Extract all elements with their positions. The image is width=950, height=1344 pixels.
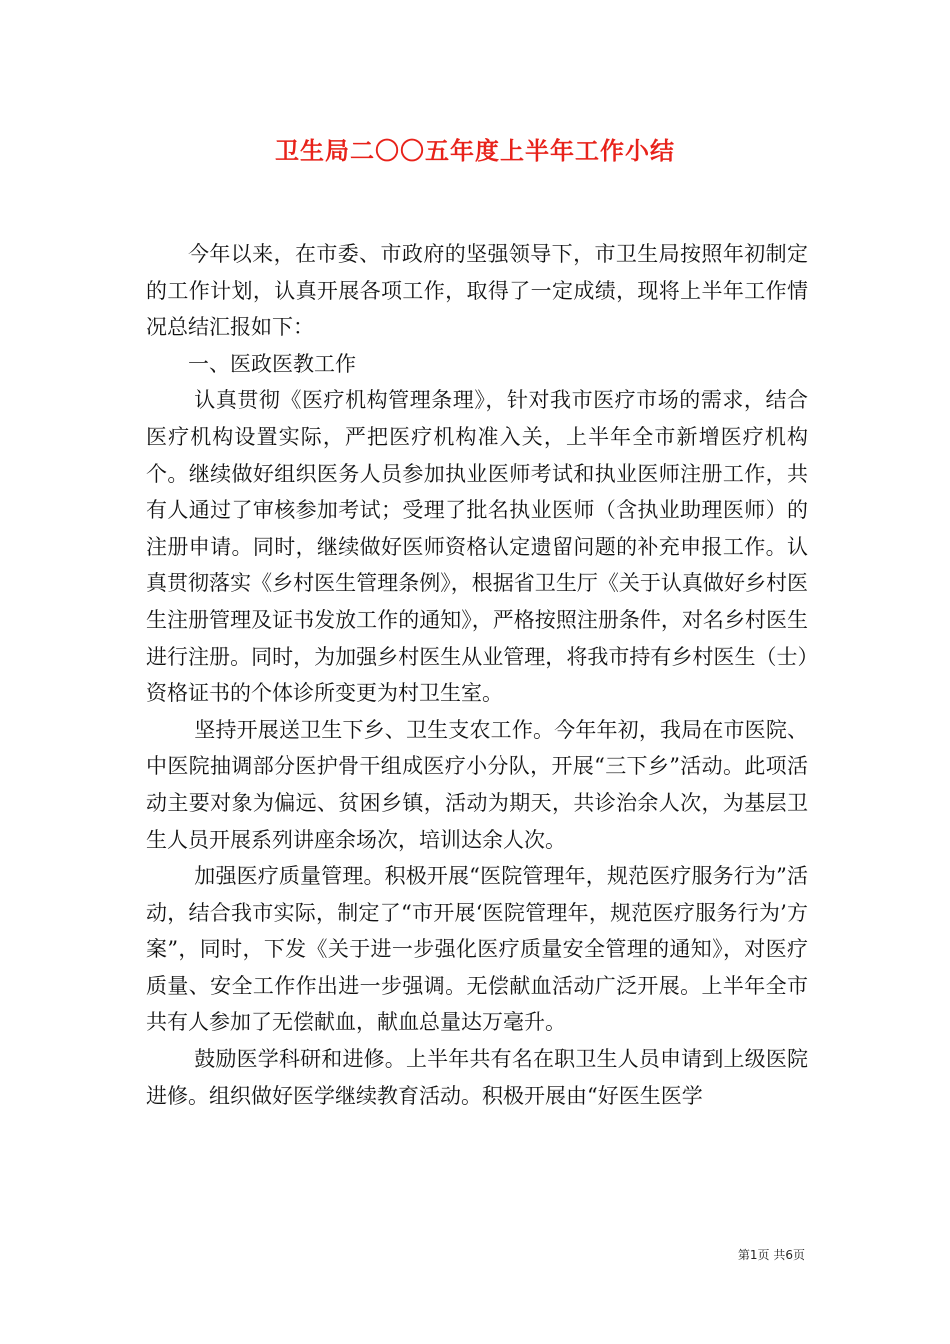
document-body: [146, 236, 808, 1114]
paragraph-intro: 今年以来，在市委、市政府的坚强领导下，市卫生局按照年初制定的工作计划，认真开展各项工作，取得了一定成绩，现将上半年工作情况总结汇报如下：: [146, 242, 808, 340]
document-title: 卫生局二〇〇五年度上半年工作小结: [275, 137, 675, 165]
paragraph-medical-admin: 认真贯彻《医疗机构管理条理》，针对我市医疗市场的需求，结合医疗机构设置实际，严把医疗机构准入关，上半年全市新增医疗机构个。继续做好组织医务人员参加执业医师考试和执业医师注册工作，共有人通过了审核参加考试；受理了批名执业医师（含执业助理医师）的注册申请。同时，继续做好医师资格认定遗留问题的补充申报工作。认真贯彻落实《乡村医生管理条例》，根据省卫生厅《关于认真做好乡村医生注册管理及证书发放工作的通知》，严格按照注册条件，对名乡村医生进行注册。同时，为加强乡村医生从业管理，将我市持有乡村医生（士）资格证书的个体诊所变更为村卫生室。: [146, 388, 808, 706]
page-number: 第1页 共6页: [737, 1248, 805, 1262]
section-heading: 一、医政医教工作: [188, 351, 356, 376]
paragraph-research: 鼓励医学科研和进修。上半年共有名在职卫生人员申请到上级医院进修。组织做好医学继续教育活动。积极开展由“好医生医学: [146, 1047, 808, 1108]
paragraph-quality: 加强医疗质量管理。积极开展“医院管理年，规范医疗服务行为”活动，结合我市实际，制定了“市开展‘医院管理年，规范医疗服务行为’方案”，同时，下发《关于进一步强化医疗质量安全管理的通知》，对医疗质量、安全工作作出进一步强调。无偿献血活动广泛开展。上半年全市共有人参加了无偿献血，献血总量达万毫升。: [146, 864, 808, 1035]
paragraph-rural-health: 坚持开展送卫生下乡、卫生支农工作。今年年初，我局在市医院、中医院抽调部分医护骨干组成医疗小分队，开展“三下乡”活动。此项活动主要对象为偏远、贫困乡镇，活动为期天，共诊治余人次，为基层卫生人员开展系列讲座余场次，培训达余人次。: [146, 717, 808, 852]
